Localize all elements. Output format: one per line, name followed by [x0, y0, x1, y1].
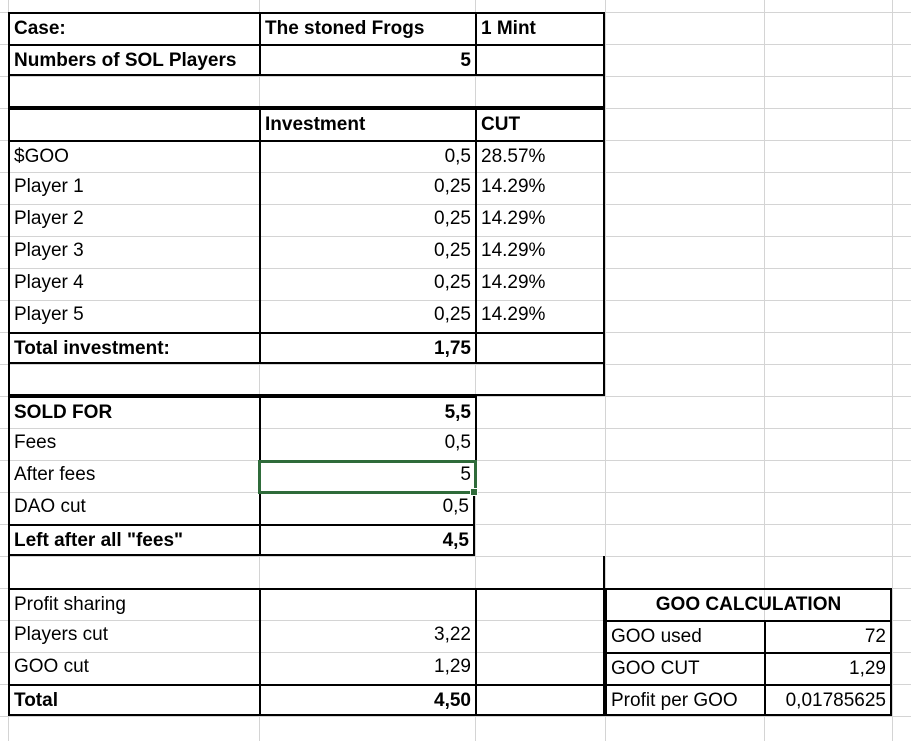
investor-cut[interactable]: 14.29% [475, 172, 605, 204]
empty-cell[interactable] [475, 44, 605, 76]
case-name[interactable]: The stoned Frogs [259, 12, 475, 44]
investor-name[interactable]: Player 3 [8, 236, 259, 268]
investor-cut[interactable]: 14.29% [475, 204, 605, 236]
investor-name[interactable]: Player 5 [8, 300, 259, 332]
after-fees-label[interactable]: After fees [8, 460, 259, 492]
investor-name[interactable]: Player 1 [8, 172, 259, 204]
empty-cell[interactable] [475, 652, 605, 684]
total-investment-value[interactable]: 1,75 [259, 332, 475, 364]
players-cut-label[interactable]: Players cut [8, 620, 259, 652]
cut-header[interactable]: CUT [475, 108, 605, 140]
dao-cut-label[interactable]: DAO cut [8, 492, 259, 524]
goo-used-label[interactable]: GOO used [605, 620, 764, 652]
investor-name[interactable]: Player 4 [8, 268, 259, 300]
investor-amount[interactable]: 0,5 [259, 140, 475, 172]
goo-used-value[interactable]: 72 [764, 620, 892, 652]
investor-amount[interactable]: 0,25 [259, 236, 475, 268]
spacer-row[interactable] [8, 76, 605, 108]
total-investment-label[interactable]: Total investment: [8, 332, 259, 364]
players-count[interactable]: 5 [259, 44, 475, 76]
fees-label[interactable]: Fees [8, 428, 259, 460]
profit-sharing-label[interactable]: Profit sharing [8, 588, 259, 620]
investor-amount[interactable]: 0,25 [259, 172, 475, 204]
profit-per-goo-value[interactable]: 0,01785625 [764, 684, 892, 716]
profit-total-label[interactable]: Total [8, 684, 259, 716]
dao-cut-value[interactable]: 0,5 [259, 492, 475, 524]
investor-amount[interactable]: 0,25 [259, 268, 475, 300]
players-label[interactable]: Numbers of SOL Players [8, 44, 259, 76]
left-after-fees-label[interactable]: Left after all "fees" [8, 524, 259, 556]
profit-per-goo-label[interactable]: Profit per GOO [605, 684, 764, 716]
gridline [0, 716, 911, 717]
goo-calc-title[interactable]: GOO CALCULATION [605, 588, 892, 620]
empty-cell[interactable] [8, 108, 259, 140]
investor-cut[interactable]: 28.57% [475, 140, 605, 172]
spacer-row[interactable] [8, 556, 605, 588]
gridline [892, 0, 893, 741]
fill-handle[interactable] [470, 488, 478, 496]
spacer-row[interactable] [8, 364, 605, 396]
border-segment [475, 428, 477, 460]
investor-name[interactable]: $GOO [8, 140, 259, 172]
empty-cell[interactable] [475, 588, 605, 620]
investor-name[interactable]: Player 2 [8, 204, 259, 236]
empty-cell[interactable] [475, 620, 605, 652]
mint-count[interactable]: 1 Mint [475, 12, 605, 44]
investment-header[interactable]: Investment [259, 108, 475, 140]
investor-cut[interactable]: 14.29% [475, 268, 605, 300]
investor-amount[interactable]: 0,25 [259, 300, 475, 332]
investor-cut[interactable]: 14.29% [475, 236, 605, 268]
left-after-fees-value[interactable]: 4,5 [259, 524, 475, 556]
active-cell-selection[interactable] [258, 460, 477, 494]
goo-cut-calc-value[interactable]: 1,29 [764, 652, 892, 684]
players-cut-value[interactable]: 3,22 [259, 620, 475, 652]
empty-cell[interactable] [259, 588, 475, 620]
empty-cell[interactable] [475, 332, 605, 364]
goo-cut-value[interactable]: 1,29 [259, 652, 475, 684]
border-segment [475, 396, 477, 428]
sold-for-value[interactable]: 5,5 [259, 396, 475, 428]
case-label[interactable]: Case: [8, 12, 259, 44]
goo-cut-calc-label[interactable]: GOO CUT [605, 652, 764, 684]
fees-value[interactable]: 0,5 [259, 428, 475, 460]
after-fees-value[interactable]: 5 [460, 464, 471, 485]
goo-cut-label[interactable]: GOO cut [8, 652, 259, 684]
profit-total-value[interactable]: 4,50 [259, 684, 475, 716]
sold-for-label[interactable]: SOLD FOR [8, 396, 259, 428]
investor-amount[interactable]: 0,25 [259, 204, 475, 236]
empty-cell[interactable] [475, 684, 605, 716]
investor-cut[interactable]: 14.29% [475, 300, 605, 332]
